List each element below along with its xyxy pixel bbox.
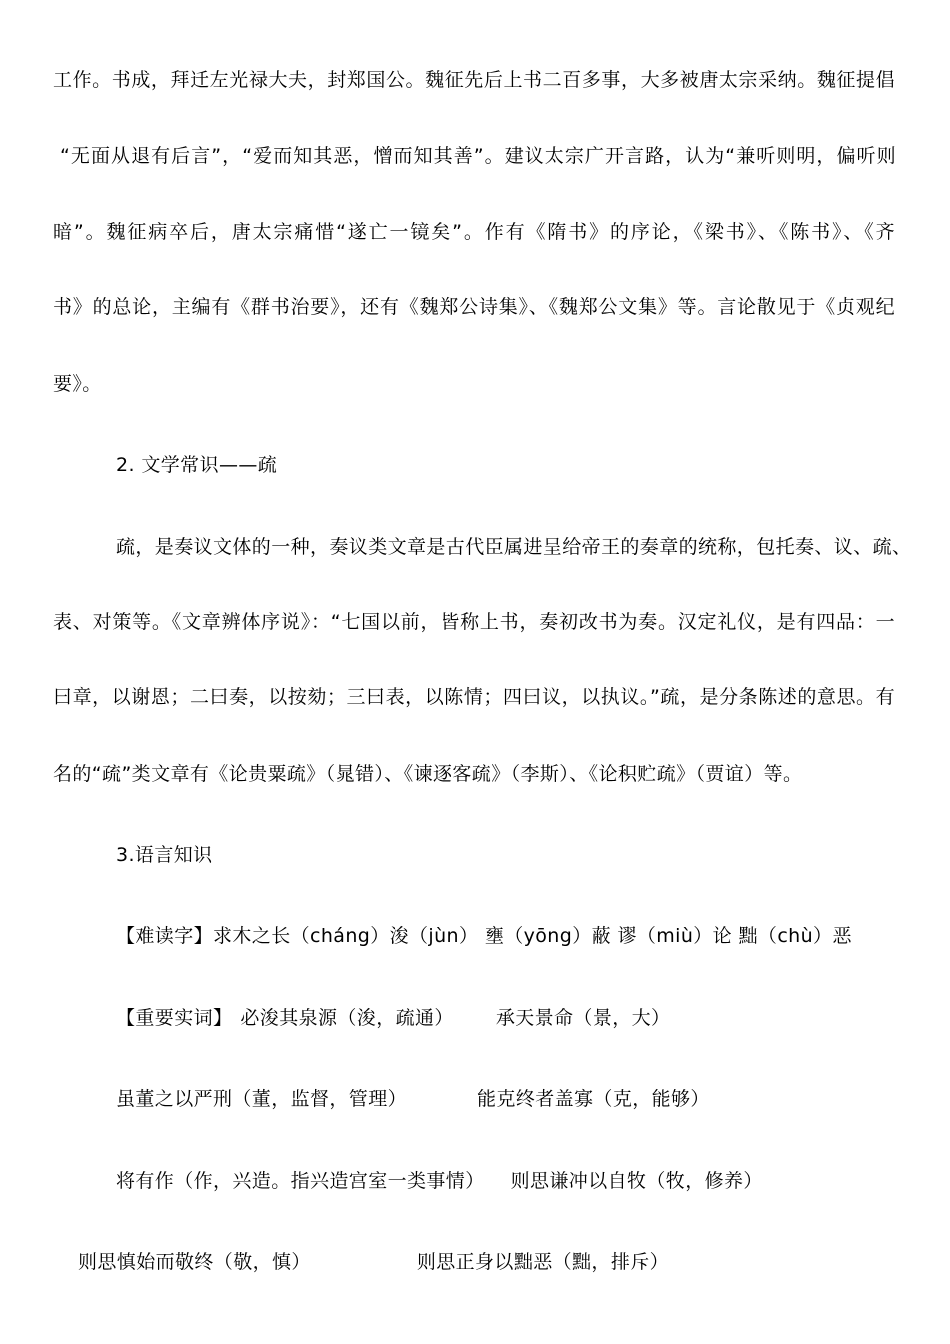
key-word-item: 则思正身以黜恶（黜，排斥）: [416, 1251, 670, 1273]
key-word-item: 必浚其泉源（浚，疏通）: [240, 1007, 454, 1029]
difficult-chars-line: 【难读字】求木之长（cháng）浚（jùn） 壅（yōng）蔽 谬（miù）论 黜（chù）恶: [116, 925, 852, 947]
section-2-line-4: 名的“疏”类文章有《论贵粟疏》（晁错）、《谏逐客疏》（李斯）、《论积贮疏》（贾谊）等。: [53, 763, 803, 785]
section-2-line-3: 曰章，以谢恩；二曰奏，以按劾；三曰表，以陈情；四曰议，以执议。”疏，是分条陈述的意思。有: [53, 686, 895, 708]
key-words-row-4: [78, 1250, 669, 1274]
intro-line-4: 书》的总论，主编有《群书治要》，还有《魏郑公诗集》、《魏郑公文集》等。言论散见于《贞观纪: [53, 296, 895, 318]
key-word-item: 承天景命（景，大）: [495, 1007, 671, 1029]
key-words-row-2: [116, 1087, 710, 1111]
section-2-line-1: 疏，是奏议文体的一种，奏议类文章是古代臣属进呈给帝王的奏章的统称，包托奏、议、疏、: [116, 536, 912, 558]
intro-line-2: “无面从退有后言”，“爱而知其恶，憎而知其善”。建议太宗广开言路，认为“兼听则明，偏听则: [60, 145, 896, 167]
key-word-item: 虽董之以严刑（董，监督，管理）: [116, 1088, 408, 1110]
key-word-item: 能克终者盖寡（克，能够）: [477, 1088, 710, 1110]
intro-line-5: 要》。: [53, 373, 102, 395]
key-words-row-3: [116, 1169, 763, 1193]
key-word-item: 将有作（作，兴造。指兴造宫室一类事情）: [116, 1170, 485, 1192]
intro-line-3: 暗”。魏征病卒后，唐太宗痛惜“遂亡一镜矣”。作有《隋书》的序论，《梁书》、《陈书》、《齐: [53, 221, 895, 243]
key-words-label: 【重要实词】: [116, 1007, 233, 1029]
section-2-heading: 2. 文学常识——疏: [116, 454, 278, 476]
key-words-row-1: [116, 1006, 670, 1030]
intro-line-1: 工作。书成，拜迁左光禄大夫，封郑国公。魏征先后上书二百多事，大多被唐太宗采纳。魏征提倡: [53, 69, 895, 91]
key-word-item: 则思谦冲以自牧（牧，修养）: [510, 1170, 763, 1192]
key-word-item: 则思慎始而敬终（敬，慎）: [78, 1251, 311, 1273]
section-2-line-2: 表、对策等。《文章辨体序说》：“七国以前，皆称上书，奏初改书为奏。汉定礼仪，是有四品：一: [53, 611, 895, 633]
section-3-heading: 3.语言知识: [116, 844, 213, 866]
